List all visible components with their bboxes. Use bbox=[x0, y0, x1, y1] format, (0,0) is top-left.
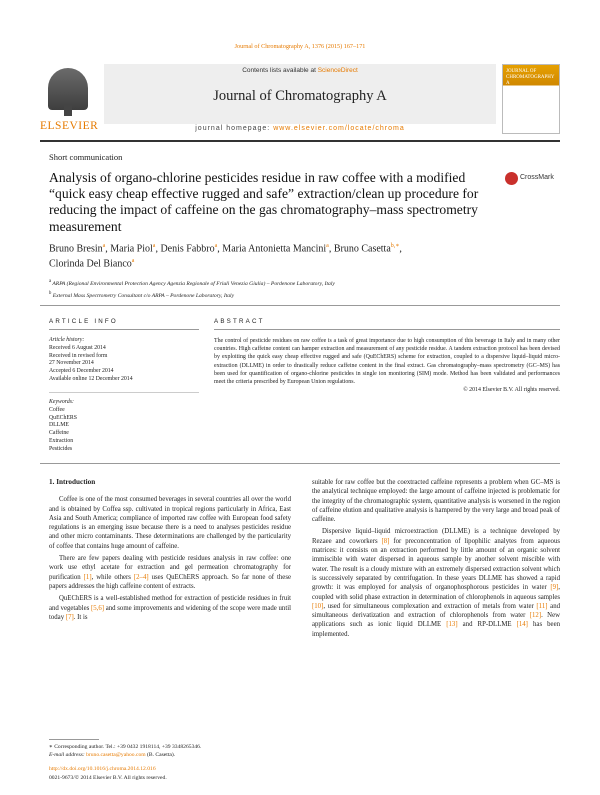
history-item: Available online 12 December 2014 bbox=[49, 375, 133, 382]
abstract-body bbox=[214, 337, 560, 394]
footnote bbox=[49, 743, 291, 759]
affiliation-item bbox=[49, 289, 554, 301]
email-label: E-mail address: bbox=[49, 752, 87, 758]
author-affil-mark[interactable]: a bbox=[102, 243, 106, 249]
homepage-link[interactable]: www.elsevier.com/locate/chroma bbox=[273, 125, 405, 132]
tree-trunk-icon bbox=[64, 104, 72, 116]
reference-link[interactable]: [9] bbox=[550, 584, 559, 592]
cover-title: JOURNAL OF CHROMATOGRAPHY A bbox=[506, 69, 555, 86]
homepage-prefix: journal homepage: bbox=[195, 125, 274, 132]
paragraph-text: . It is bbox=[73, 613, 88, 621]
keyword-item: DLLME bbox=[49, 422, 69, 429]
paragraph-text: Dispersive liquid–liquid microextraction (DLLME) is a technique developed by Rezaee and coworkers bbox=[312, 528, 560, 545]
paragraph bbox=[49, 594, 291, 622]
journal-name: Journal of Chromatography A bbox=[213, 88, 387, 104]
keyword-item: Pesticides bbox=[49, 445, 73, 452]
abstract-bottom-rule bbox=[40, 463, 560, 464]
publisher-logo-text: ELSEVIER bbox=[40, 120, 99, 132]
history-label: Article history: bbox=[49, 337, 85, 343]
author-name: Bruno Bresin bbox=[49, 243, 103, 255]
reference-link[interactable]: [1] bbox=[83, 573, 92, 581]
footer bbox=[49, 765, 349, 782]
affiliation-mark: b bbox=[49, 290, 52, 296]
contents-line bbox=[104, 67, 496, 74]
article-history bbox=[49, 337, 199, 384]
article-info-rule bbox=[49, 329, 199, 330]
author-affil-mark[interactable]: a bbox=[214, 243, 218, 249]
affiliation-rule bbox=[40, 305, 560, 306]
header-rule bbox=[40, 140, 560, 142]
issn-line: 0021-9673/© 2014 Elsevier B.V. All rights reserved. bbox=[49, 774, 167, 781]
reference-link[interactable]: [11] bbox=[536, 602, 548, 610]
paragraph-text: QuEChERS is a well-established method for extraction of pesticide residues in fruit and vegetables bbox=[49, 595, 291, 612]
author-list: Bruno Bresin$^a$, Maria Piol$^a$, Denis Fabbro$^a$, Maria Antonietta Mancini$^a$, Bruno Casetta$^{b,∗}$, Clorinda Del Bianco$^a$ bbox=[49, 243, 402, 270]
paragraph-text: , while others bbox=[91, 573, 134, 581]
keywords-rule bbox=[49, 392, 199, 393]
paragraph: suitable for raw coffee but the coextracted caffeine represents a problem when GC–MS is the analytical technique employed: the large amount of caffeine injected is problematic for the integrity of the chromatographic system, quantitative analysis is worsened in the region of caffeine elution and qualitative analysis is hampered by the very large and broad peak of caffeine. bbox=[312, 479, 560, 524]
abstract-rule bbox=[214, 329, 560, 330]
paragraph-text: and simultaneous derivatization and extraction of chlorophenols from water bbox=[312, 602, 560, 620]
paragraph bbox=[49, 554, 291, 591]
paragraph bbox=[312, 527, 560, 639]
reference-link[interactable]: [10] bbox=[312, 602, 324, 610]
affiliations bbox=[49, 277, 554, 301]
body-column-right bbox=[312, 478, 560, 642]
masthead-banner bbox=[104, 64, 496, 124]
author-affil-mark[interactable]: a bbox=[326, 243, 329, 249]
paragraph-text: has been implemented. bbox=[312, 621, 560, 638]
elsevier-logo[interactable] bbox=[40, 64, 98, 134]
doi-link[interactable]: http://dx.doi.org/10.1016/j.chroma.2014.12.016 bbox=[49, 766, 156, 772]
article-info-heading: ARTICLE INFO bbox=[49, 318, 118, 325]
affiliation-mark: a bbox=[49, 279, 52, 284]
body-column-left bbox=[49, 478, 291, 625]
paragraph-text: , used for simultaneous complexation and extraction of metals from water bbox=[323, 602, 537, 610]
paragraph-text: for preconcentration of lipophilic analytes from aqueous matrices: it consists on an extraction performed by little amount of an organic solvent immiscible with water dispersed in aqueous sample by another solvent miscible with water. The result is a cloudy mixture with an extremely dispersed extraction solvent which is successively separated by centrifugation. In these years DLLME has showed a rapid growth: it was employed for analysis of organophosphorous pesticides in water bbox=[312, 537, 560, 592]
author-affil-mark[interactable]: b,∗ bbox=[390, 243, 400, 249]
affiliation-text: External Mass Spectrometry Consultant c/o ARPA – Pordenone Laboratory, Italy bbox=[52, 292, 235, 299]
author-name: Maria Antonietta Mancini bbox=[222, 243, 327, 255]
author-name: Denis Fabbro bbox=[160, 243, 215, 255]
journal-masthead bbox=[40, 64, 560, 134]
article-title: Analysis of organo-chlorine pesticides residue in raw coffee with a modified “quick easy cheap effective rugged and safe” extraction/clean up procedure for reducing the impact of caffeine on the gas chromatography–mass spectrometry measurement bbox=[49, 170, 479, 234]
abstract-text: The control of pesticide residues on raw coffee is a task of great importance due to high consumption of this beverage in Italy and in many other countries. High caffeine content can hamper extraction and measurement of any pesticide residue. A tandem extraction protocol has been devised by exploiting the quick easy cheap effective rugged and safe (QuEChERS) scheme for extraction, coupled to a dispersive liquid–liquid micro-extraction (DLLME) in order to drastically reduce caffeine content in the final extract. Gas chromatography–mass spectrometry (GC–MS) has been used for quantification of organo-chlorine pesticides in single ion monitoring (SIM) mode. Method has been validated and performances meet the criteria prescribed by European Union regulations. bbox=[214, 338, 560, 386]
footnote-rule bbox=[49, 739, 99, 740]
history-item: Received 6 August 2014 bbox=[49, 344, 106, 351]
reference-link[interactable]: [8] bbox=[381, 537, 390, 545]
email-line bbox=[49, 751, 291, 759]
paragraph-text: and RP-DLLME bbox=[457, 621, 517, 629]
abstract-heading: ABSTRACT bbox=[214, 318, 265, 325]
author-name: Clorinda Del Bianco bbox=[49, 258, 132, 270]
author-name: Bruno Casetta bbox=[333, 243, 391, 255]
paragraph-text: and some improvements and widening of the scope were made until today bbox=[49, 604, 291, 621]
article-type: Short communication bbox=[49, 152, 123, 162]
history-item: Received in revised form bbox=[49, 352, 108, 359]
journal-homepage bbox=[104, 125, 496, 132]
reference-link[interactable]: [14] bbox=[516, 621, 528, 629]
reference-link[interactable]: [2–4] bbox=[133, 573, 149, 581]
contents-prefix: Contents lists available at bbox=[242, 67, 318, 74]
reference-link[interactable]: [12] bbox=[529, 612, 542, 620]
journal-citation[interactable]: Journal of Chromatography A, 1376 (2015) 167–171 bbox=[234, 43, 366, 50]
sciencedirect-link[interactable]: ScienceDirect bbox=[317, 67, 358, 74]
journal-cover-thumbnail[interactable] bbox=[502, 64, 560, 134]
history-item: Accepted 6 December 2014 bbox=[49, 368, 114, 375]
keyword-item: Extraction bbox=[49, 437, 74, 444]
paragraph-text: There are few papers dealing with pesticide residues analysis in raw coffee: one work use ethyl acetate for extraction and gel permeation chromatography for purification bbox=[49, 555, 291, 581]
keyword-item: Caffeine bbox=[49, 430, 69, 437]
author-affil-mark[interactable]: a bbox=[152, 243, 156, 249]
affiliation-text: ARPA (Regional Environmental Protection Agency Agenzia Regionale of Friuli Venezia Giulia) – Pordenone Laboratory, Italy bbox=[52, 280, 335, 287]
crossmark-label: CrossMark bbox=[520, 174, 554, 181]
paragraph-text: , coupled with solid phase extraction in determination of chlorophenols in aqueous samples bbox=[312, 584, 560, 601]
reference-link[interactable]: [13] bbox=[446, 621, 458, 629]
keyword-item: QuEChERS bbox=[49, 414, 78, 421]
corresponding-author: ∗ Corresponding author. Tel.: +39 0432 1918114, +39 3348265346. bbox=[49, 744, 202, 750]
history-item: 27 November 2014 bbox=[49, 360, 94, 367]
reference-link[interactable]: [5,6] bbox=[90, 604, 104, 612]
author-name: Maria Piol bbox=[110, 243, 153, 255]
reference-link[interactable]: [7] bbox=[65, 613, 74, 621]
abstract-copyright: © 2014 Elsevier B.V. All rights reserved. bbox=[463, 387, 560, 394]
keywords-label: Keywords: bbox=[49, 399, 74, 405]
paragraph-text: . New applications such as ionic liquid DLLME bbox=[312, 612, 561, 629]
keywords bbox=[49, 399, 199, 454]
paragraph: Coffee is one of the most consumed beverages in several countries all over the world and is obtained by Coffea ssp. cultivated in tropical regions particularly in Africa, East Asia and South America; compliance of imported raw coffee with European food safety regulations is an emerging issue because there is a need to analyses pesticides residue and other micro contaminants. These determinations are challenged by the particularity of coffee that contains huge amount of caffeine. bbox=[49, 496, 291, 550]
paragraph-text: uses QuEChERS approach. So far none of these papers addresses the high caffeine content of extracts. bbox=[49, 573, 291, 590]
crossmark-badge[interactable] bbox=[505, 172, 560, 186]
crossmark-icon bbox=[505, 172, 518, 185]
keyword-item: Coffee bbox=[49, 406, 65, 413]
section-heading: 1. Introduction bbox=[49, 478, 96, 486]
affiliation-item bbox=[49, 277, 554, 289]
author-affil-mark[interactable]: a bbox=[131, 258, 135, 265]
email-link[interactable]: bruno.casetta@yahoo.com bbox=[86, 752, 146, 758]
email-suffix: (B. Casetta). bbox=[145, 752, 176, 758]
